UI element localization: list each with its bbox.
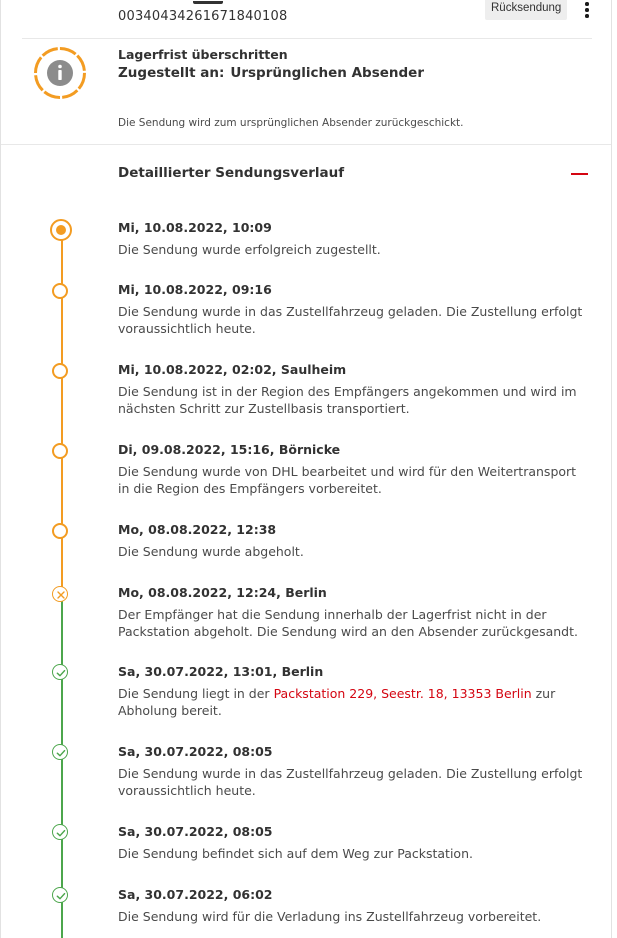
status-info-icon <box>33 46 87 100</box>
timeline-check-icon <box>52 887 68 903</box>
event-date: Sa, 30.07.2022, 08:05 <box>118 744 273 759</box>
tracking-number: 00340434261671840108 <box>118 9 288 24</box>
history-event <box>118 887 588 925</box>
status-note: Die Sendung wird zum ursprünglichen Absender zurückgeschickt. <box>118 117 464 129</box>
event-date: Mi, 10.08.2022, 10:09 <box>118 220 272 235</box>
event-date: Mo, 08.08.2022, 12:38 <box>118 522 277 537</box>
history-title: Detaillierter Sendungsverlauf <box>118 165 345 181</box>
event-text: Die Sendung wurde in das Zustellfahrzeug geladen. Die Zustellung erfolgt voraussichtlich heute. <box>118 766 583 798</box>
event-date: Sa, 30.07.2022, 13:01, Berlin <box>118 664 324 679</box>
event-text: Die Sendung befindet sich auf dem Weg zur Packstation. <box>118 846 473 861</box>
timeline-check-icon <box>52 824 68 840</box>
history-event <box>118 282 588 337</box>
event-text: Die Sendung wurde abgeholt. <box>118 544 304 559</box>
event-date: Mi, 10.08.2022, 09:16 <box>118 282 272 297</box>
timeline-cross-icon <box>52 586 68 602</box>
status-delivered-value: Ursprünglichen Absender <box>230 65 424 81</box>
history-event <box>118 220 588 258</box>
history-event <box>118 744 588 799</box>
event-date: Sa, 30.07.2022, 08:05 <box>118 824 273 839</box>
event-text: Die Sendung ist in der Region des Empfängers angekommen und wird im nächsten Schritt zur Zustellbasis transportiert. <box>118 384 577 416</box>
timeline-node <box>52 443 68 459</box>
timeline-check-icon <box>52 744 68 760</box>
return-button[interactable]: Rücksendung <box>485 0 567 20</box>
history-event <box>118 522 588 560</box>
divider <box>1 144 612 145</box>
packstation-link[interactable]: Packstation 229, Seestr. 18, 13353 Berlin <box>273 686 532 701</box>
collapse-minus-icon[interactable] <box>567 164 591 184</box>
event-text: Die Sendung wird für die Verladung ins Zustellfahrzeug vorbereitet. <box>118 909 542 924</box>
event-text: Die Sendung wurde in das Zustellfahrzeug geladen. Die Zustellung erfolgt voraussichtlich heute. <box>118 304 583 336</box>
timeline-node <box>52 283 68 299</box>
event-date: Sa, 30.07.2022, 06:02 <box>118 887 273 902</box>
event-date: Di, 09.08.2022, 15:16, Börnicke <box>118 442 341 457</box>
timeline-node <box>52 523 68 539</box>
history-event <box>118 824 588 862</box>
event-date: Mo, 08.08.2022, 12:24, Berlin <box>118 585 327 600</box>
status-headline: Lagerfrist überschritten <box>118 47 288 62</box>
event-text: Der Empfänger hat die Sendung innerhalb der Lagerfrist nicht in der Packstation abgeholt. Die Sendung wird an den Absender zurückgesandt. <box>118 607 578 639</box>
event-date: Mi, 10.08.2022, 02:02, Saulheim <box>118 362 347 377</box>
event-text: Die Sendung wurde erfolgreich zugestellt. <box>118 242 381 257</box>
timeline-check-icon <box>52 664 68 680</box>
more-options-icon[interactable] <box>582 2 592 18</box>
event-text <box>118 685 588 719</box>
shipment-title-cropped <box>193 0 223 4</box>
status-delivered-to <box>118 65 424 81</box>
divider <box>22 38 592 39</box>
history-event <box>118 442 588 497</box>
event-text-after: zur Abholung bereit. <box>118 686 556 718</box>
history-event <box>118 362 588 417</box>
event-text: Die Sendung wurde von DHL bearbeitet und wird für den Weitertransport in die Region des Empfängers vorbereitet. <box>118 464 577 496</box>
status-delivered-label: Zugestellt an: <box>118 65 225 81</box>
history-event <box>118 585 588 640</box>
timeline-node <box>52 363 68 379</box>
history-event <box>118 664 588 719</box>
timeline-node-current <box>50 219 72 241</box>
event-text-before: Die Sendung liegt in der <box>118 686 274 701</box>
